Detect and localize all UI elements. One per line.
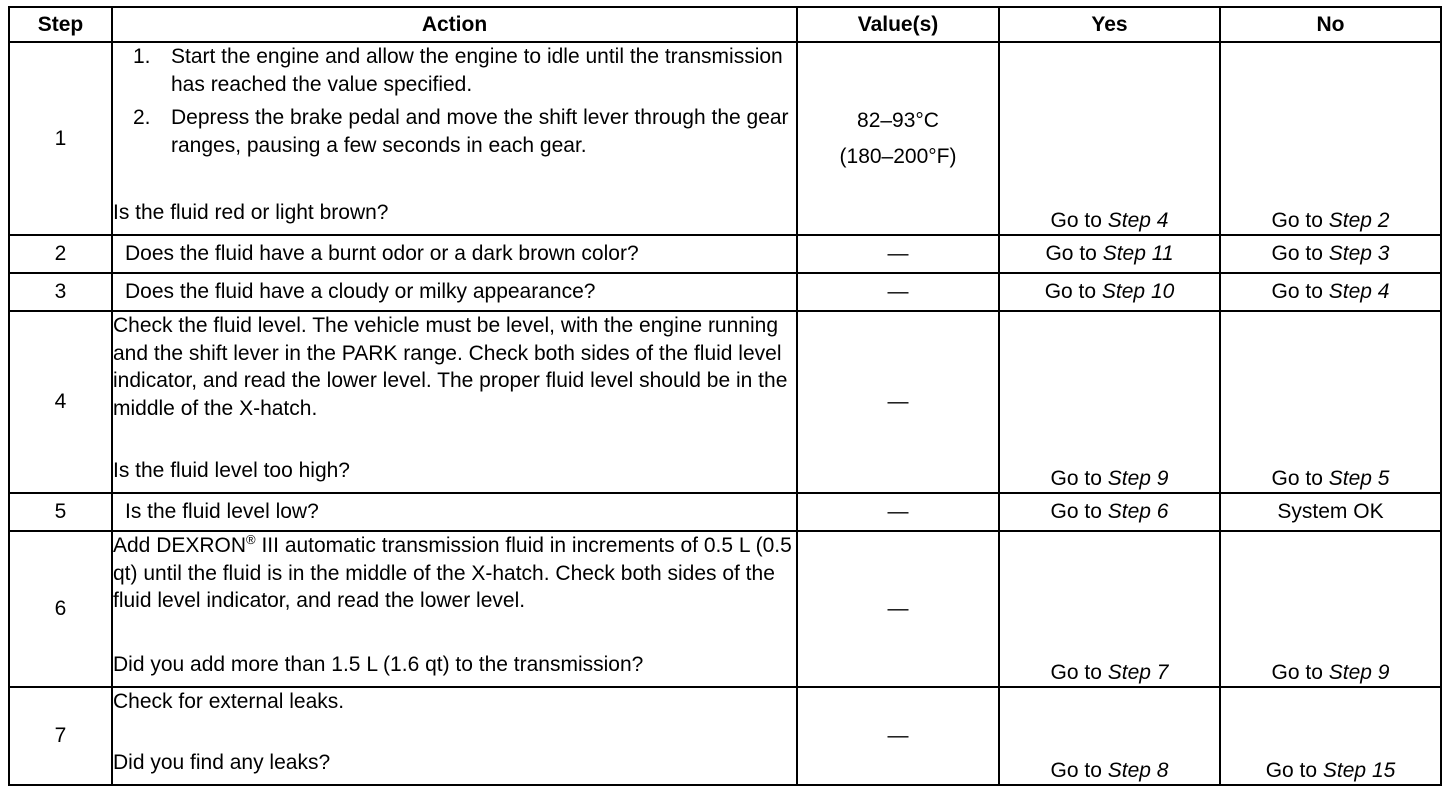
action-cell [112,687,797,785]
list-number: 2. [133,106,151,129]
header-action: Action [112,7,797,42]
goto-prefix: Go to [1271,208,1323,232]
step-number: 4 [9,311,112,493]
header-value: Value(s) [797,7,999,42]
step-link[interactable]: Step 11 [1102,242,1174,266]
goto-prefix: Go to [1271,660,1323,684]
list-item [133,43,796,98]
goto-prefix: Go to [1265,758,1318,782]
goto-prefix: Go to [1044,280,1097,304]
value-cell: — [797,273,999,311]
step-number: 1 [9,42,112,235]
action-cell: Is the fluid level low? [112,493,797,531]
yes-cell [999,273,1220,311]
registered-mark: ® [246,532,256,547]
step-link[interactable]: Step 2 [1328,208,1390,232]
value-cell: — [797,235,999,273]
goto-prefix: Go to [1271,242,1323,266]
goto-prefix: Go to [1050,660,1102,684]
list-text: Start the engine and allow the engine to idle until the transmission has reached the value specified. [171,45,783,96]
list-number: 1. [133,45,151,68]
table-row [9,311,1441,493]
no-cell [1220,687,1441,785]
list-item [133,104,796,159]
table-row [9,235,1441,273]
action-question: Is the fluid level too high? [113,458,350,482]
value-cell: — [797,493,999,531]
no-cell [1220,311,1441,493]
action-text: Check the fluid level. The vehicle must be level, with the engine running and the shift lever in the PARK range. Check both sides of the fluid level indicator, and read the lower level. The proper fluid level should be in the middle of the X-hatch. [113,314,788,420]
yes-cell [999,42,1220,235]
step-link[interactable]: Step 4 [1107,208,1169,232]
action-text-rest: III automatic transmission fluid in increments of 0.5 L (0.5 qt) until the fluid is in the middle of the X-hatch. Check both sides of the fluid level indicator, and read the lower level. [113,534,792,612]
step-link[interactable]: Step 7 [1107,660,1169,684]
value-fahrenheit: (180–200°F) [839,144,957,168]
action-cell [112,42,797,235]
step-link[interactable]: Step 10 [1101,280,1175,304]
step-number: 2 [9,235,112,273]
step-number: 7 [9,687,112,785]
action-text-start: Add DEXRON [113,534,247,557]
action-question: Did you add more than 1.5 L (1.6 qt) to the transmission? [113,652,644,676]
action-text: Check for external leaks. [113,690,345,713]
goto-prefix: Go to [1050,208,1102,232]
step-link[interactable]: Step 4 [1328,280,1390,304]
step-number: 6 [9,531,112,687]
no-cell: System OK [1220,493,1441,531]
table-row [9,273,1441,311]
value-cell: — [797,687,999,785]
yes-cell [999,493,1220,531]
step-link[interactable]: Step 9 [1107,466,1169,490]
no-cell [1220,42,1441,235]
step-link[interactable]: Step 6 [1107,500,1169,524]
table-row [9,493,1441,531]
step-link[interactable]: Step 15 [1322,758,1396,782]
action-cell: Does the fluid have a cloudy or milky appearance? [112,273,797,311]
action-question: Did you find any leaks? [113,750,331,774]
header-row [9,7,1441,42]
step-link[interactable]: Step 3 [1328,242,1390,266]
step-link[interactable]: Step 9 [1328,660,1390,684]
step-link[interactable]: Step 8 [1107,758,1169,782]
action-cell: Does the fluid have a burnt odor or a dark brown color? [112,235,797,273]
action-cell [112,311,797,493]
goto-prefix: Go to [1271,280,1323,304]
table-row [9,687,1441,785]
diagnostic-table [8,6,1442,786]
value-cell: — [797,311,999,493]
goto-prefix: Go to [1050,500,1102,524]
yes-cell [999,235,1220,273]
step-number: 5 [9,493,112,531]
action-cell [112,531,797,687]
action-question: Is the fluid red or light brown? [113,200,389,224]
step-number: 3 [9,273,112,311]
table-row [9,42,1441,235]
value-celsius: 82–93°C [857,109,939,132]
yes-cell [999,687,1220,785]
action-text [113,532,796,615]
yes-cell [999,531,1220,687]
no-cell [1220,235,1441,273]
goto-prefix: Go to [1045,242,1097,266]
no-cell [1220,531,1441,687]
no-cell [1220,273,1441,311]
value-cell [797,42,999,235]
header-step: Step [9,7,112,42]
step-link[interactable]: Step 5 [1328,466,1390,490]
table-row [9,531,1441,687]
goto-prefix: Go to [1050,466,1102,490]
value-cell: — [797,531,999,687]
goto-prefix: Go to [1050,758,1102,782]
header-no: No [1220,7,1441,42]
list-text: Depress the brake pedal and move the shift lever through the gear ranges, pausing a few seconds in each gear. [171,106,789,157]
header-yes: Yes [999,7,1220,42]
goto-prefix: Go to [1271,466,1323,490]
yes-cell [999,311,1220,493]
